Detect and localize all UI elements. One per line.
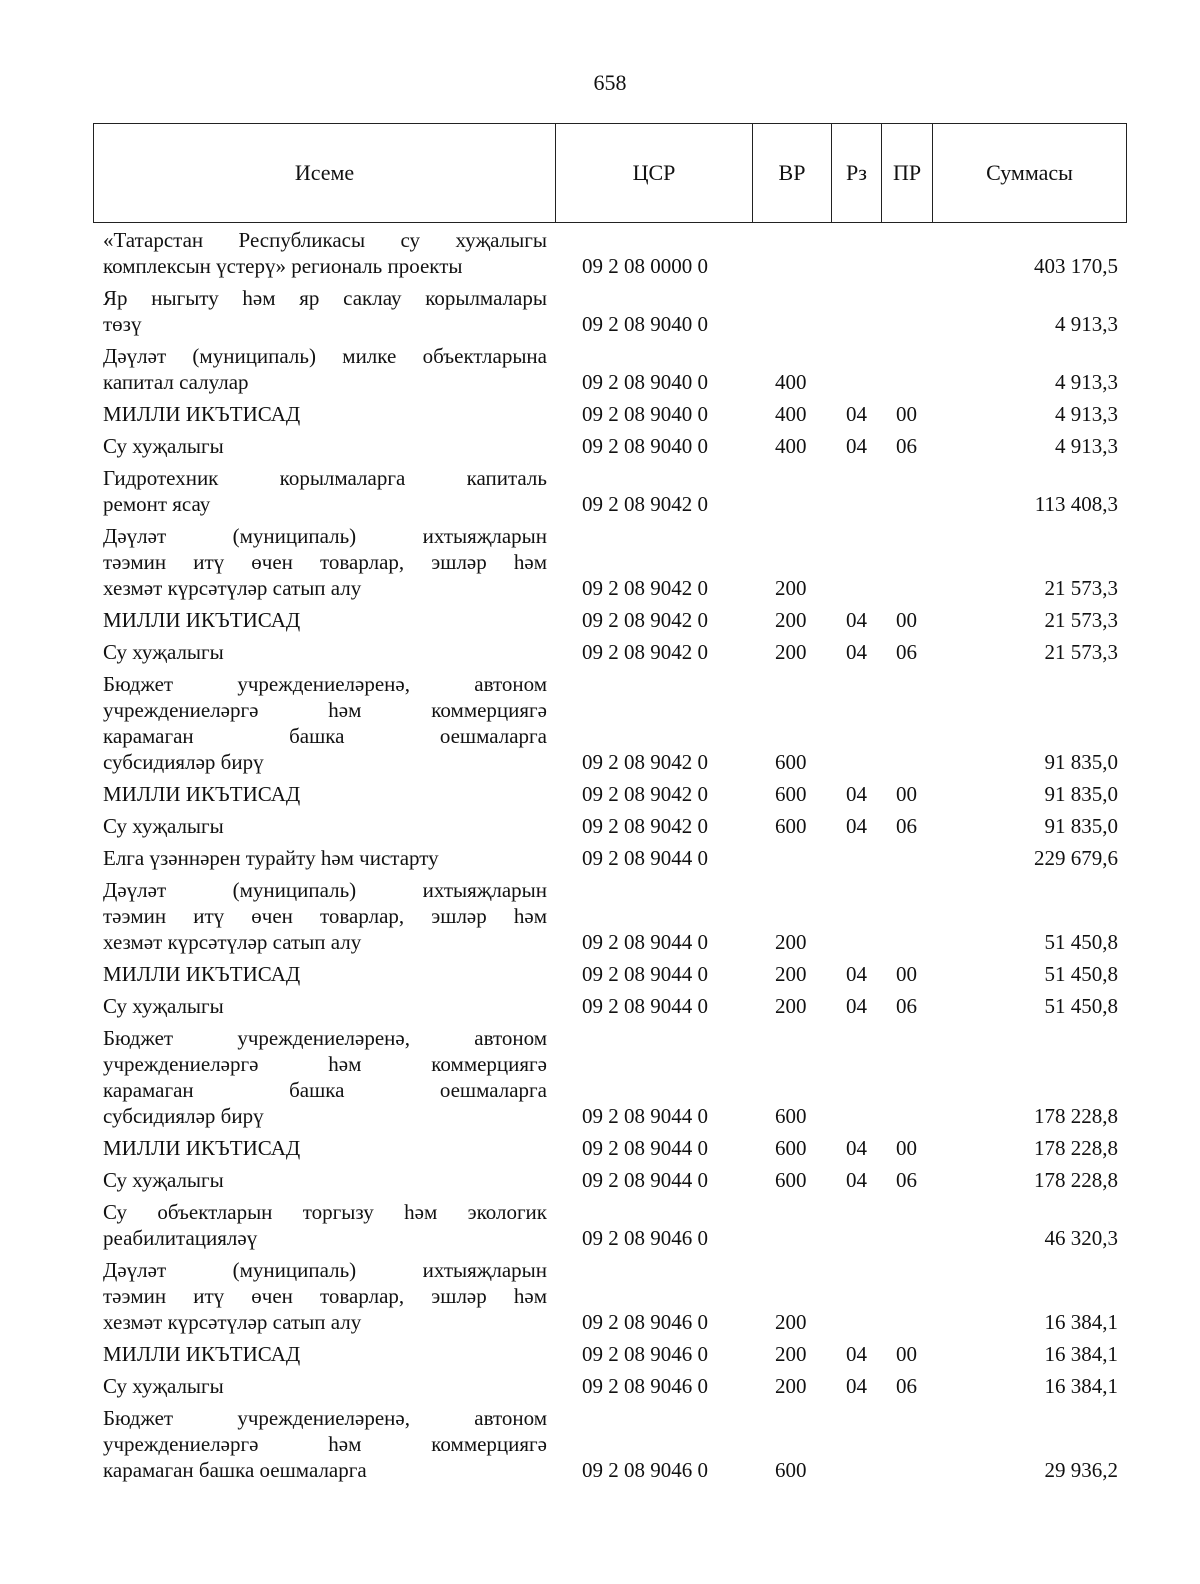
row-name (103, 465, 547, 517)
row-csr: 09 2 08 9042 0 (582, 814, 708, 838)
row-vr: 200 (775, 640, 807, 664)
row-name (103, 1373, 547, 1399)
column-header-csr: ЦСР (556, 124, 753, 222)
row-vr: 200 (775, 994, 807, 1018)
row-rz: 04 (846, 608, 867, 632)
row-pr: 00 (896, 1342, 917, 1366)
row-csr: 09 2 08 9040 0 (582, 312, 708, 336)
row-vr: 400 (775, 370, 807, 394)
table-row (0, 1373, 1200, 1399)
row-vr: 600 (775, 1136, 807, 1160)
row-name-line: хезмәт күрсәтүләр сатып алу (103, 930, 362, 954)
table-row (0, 1025, 1200, 1129)
row-name-line: Дәүләт (муниципаль) ихтыяҗларын (103, 878, 547, 902)
row-name-line: субсидияләр бирү (103, 1104, 264, 1128)
row-pr: 06 (896, 434, 917, 458)
row-name-line: карамаган башка оешмаларга (103, 724, 547, 748)
row-sum: 178 228,8 (1034, 1168, 1118, 1192)
row-vr: 400 (775, 434, 807, 458)
row-name (103, 523, 547, 601)
table-row (0, 813, 1200, 839)
row-sum: 4 913,3 (1055, 312, 1118, 336)
row-name (103, 1405, 547, 1483)
row-vr: 400 (775, 402, 807, 426)
table-row (0, 433, 1200, 459)
row-name-line: тәэмин итү өчен товарлар, эшләр һәм (103, 1284, 547, 1308)
row-csr: 09 2 08 0000 0 (582, 254, 708, 278)
row-csr: 09 2 08 9040 0 (582, 434, 708, 458)
row-name-line: МИЛЛИ ИКЪТИСАД (103, 402, 301, 426)
row-name (103, 845, 547, 871)
row-csr: 09 2 08 9042 0 (582, 608, 708, 632)
row-name-line: Дәүләт (муниципаль) милке объектларына (103, 344, 547, 368)
row-name-line: карамаган башка оешмаларга (103, 1078, 547, 1102)
row-name-line: «Татарстан Республикасы су хуҗалыгы (103, 228, 547, 252)
row-name-line: Су объектларын торгызу һәм экологик (103, 1200, 547, 1224)
table-row (0, 401, 1200, 427)
row-name-line: хезмәт күрсәтүләр сатып алу (103, 576, 362, 600)
row-sum: 51 450,8 (1044, 930, 1118, 954)
row-name-line: Су хуҗалыгы (103, 1374, 224, 1398)
row-csr: 09 2 08 9042 0 (582, 640, 708, 664)
row-name (103, 671, 547, 775)
row-rz: 04 (846, 1136, 867, 1160)
row-name (103, 401, 547, 427)
row-name-line: МИЛЛИ ИКЪТИСАД (103, 1136, 301, 1160)
row-rz: 04 (846, 782, 867, 806)
row-vr: 600 (775, 750, 807, 774)
row-sum: 51 450,8 (1044, 962, 1118, 986)
row-vr: 200 (775, 1342, 807, 1366)
row-rz: 04 (846, 434, 867, 458)
row-sum: 178 228,8 (1034, 1136, 1118, 1160)
row-name-line: учреждениеләргә һәм коммерциягә (103, 1052, 547, 1076)
row-vr: 600 (775, 1168, 807, 1192)
table-row (0, 1135, 1200, 1161)
row-csr: 09 2 08 9044 0 (582, 1136, 708, 1160)
row-csr: 09 2 08 9040 0 (582, 370, 708, 394)
row-name-line: Гидротехник корылмаларга капиталь (103, 466, 547, 490)
row-name-line: Бюджет учреждениеләренә, автоном (103, 1406, 547, 1430)
row-rz: 04 (846, 1342, 867, 1366)
table-row (0, 343, 1200, 395)
row-name-line: реабилитацияләү (103, 1226, 258, 1250)
row-csr: 09 2 08 9046 0 (582, 1310, 708, 1334)
row-csr: 09 2 08 9042 0 (582, 576, 708, 600)
row-sum: 16 384,1 (1044, 1342, 1118, 1366)
row-csr: 09 2 08 9042 0 (582, 492, 708, 516)
row-name (103, 227, 547, 279)
row-name (103, 961, 547, 987)
row-rz: 04 (846, 640, 867, 664)
row-name-line: Яр ныгыту һәм яр саклау корылмалары (103, 286, 547, 310)
table-row (0, 285, 1200, 337)
page-number: 658 (593, 70, 627, 95)
column-header-vr: ВР (753, 124, 832, 222)
table-row (0, 993, 1200, 1019)
table-row (0, 607, 1200, 633)
column-header-pr: ПР (882, 124, 933, 222)
row-name-line: МИЛЛИ ИКЪТИСАД (103, 1342, 301, 1366)
row-name (103, 877, 547, 955)
row-name-line: ремонт ясау (103, 492, 211, 516)
table-row (0, 961, 1200, 987)
row-pr: 06 (896, 814, 917, 838)
row-csr: 09 2 08 9046 0 (582, 1226, 708, 1250)
row-name-line: Су хуҗалыгы (103, 640, 224, 664)
table-row (0, 523, 1200, 601)
table-row (0, 227, 1200, 279)
row-vr: 600 (775, 1104, 807, 1128)
row-sum: 16 384,1 (1044, 1374, 1118, 1398)
row-name-line: Бюджет учреждениеләренә, автоном (103, 672, 547, 696)
table-row (0, 465, 1200, 517)
table-header (93, 123, 1127, 223)
row-pr: 06 (896, 1374, 917, 1398)
row-csr: 09 2 08 9042 0 (582, 782, 708, 806)
row-name-line: Елга үзәннәрен турайту һәм чистарту (103, 846, 439, 870)
table-row (0, 1167, 1200, 1193)
table-row (0, 781, 1200, 807)
row-sum: 21 573,3 (1044, 608, 1118, 632)
row-vr: 200 (775, 962, 807, 986)
row-csr: 09 2 08 9044 0 (582, 1104, 708, 1128)
row-rz: 04 (846, 402, 867, 426)
row-name (103, 285, 547, 337)
row-vr: 200 (775, 1374, 807, 1398)
row-sum: 21 573,3 (1044, 640, 1118, 664)
row-name-line: Су хуҗалыгы (103, 814, 224, 838)
row-name (103, 433, 547, 459)
row-csr: 09 2 08 9044 0 (582, 994, 708, 1018)
row-sum: 229 679,6 (1034, 846, 1118, 870)
row-name-line: тәэмин итү өчен товарлар, эшләр һәм (103, 904, 547, 928)
row-csr: 09 2 08 9046 0 (582, 1342, 708, 1366)
row-csr: 09 2 08 9046 0 (582, 1374, 708, 1398)
row-name (103, 343, 547, 395)
row-pr: 06 (896, 1168, 917, 1192)
row-csr: 09 2 08 9042 0 (582, 750, 708, 774)
row-name (103, 993, 547, 1019)
row-vr: 600 (775, 814, 807, 838)
row-name-line: МИЛЛИ ИКЪТИСАД (103, 962, 301, 986)
row-sum: 4 913,3 (1055, 370, 1118, 394)
row-name-line: тәэмин итү өчен товарлар, эшләр һәм (103, 550, 547, 574)
row-sum: 46 320,3 (1044, 1226, 1118, 1250)
column-header-sum: Суммасы (986, 160, 1073, 185)
row-vr: 600 (775, 782, 807, 806)
row-sum: 91 835,0 (1044, 814, 1118, 838)
row-sum: 178 228,8 (1034, 1104, 1118, 1128)
row-csr: 09 2 08 9040 0 (582, 402, 708, 426)
row-rz: 04 (846, 1374, 867, 1398)
row-name-line: МИЛЛИ ИКЪТИСАД (103, 782, 301, 806)
row-sum: 113 408,3 (1034, 492, 1118, 516)
row-name-line: Су хуҗалыгы (103, 434, 224, 458)
row-name (103, 1025, 547, 1129)
row-rz: 04 (846, 994, 867, 1018)
row-csr: 09 2 08 9044 0 (582, 930, 708, 954)
row-name-line: Дәүләт (муниципаль) ихтыяҗларын (103, 524, 547, 548)
row-pr: 00 (896, 782, 917, 806)
column-header-rz: Рз (832, 124, 882, 222)
row-name (103, 1199, 547, 1251)
row-csr: 09 2 08 9044 0 (582, 846, 708, 870)
row-rz: 04 (846, 1168, 867, 1192)
row-sum: 21 573,3 (1044, 576, 1118, 600)
row-name (103, 1167, 547, 1193)
row-name-line: төзү (103, 312, 142, 336)
row-sum: 91 835,0 (1044, 782, 1118, 806)
row-name-line: субсидияләр бирү (103, 750, 264, 774)
row-name-line: Су хуҗалыгы (103, 1168, 224, 1192)
row-name-line: Су хуҗалыгы (103, 994, 224, 1018)
row-sum: 29 936,2 (1044, 1458, 1118, 1482)
row-name (103, 607, 547, 633)
table-row (0, 1405, 1200, 1483)
table-row (0, 639, 1200, 665)
row-pr: 06 (896, 994, 917, 1018)
table-row (0, 877, 1200, 955)
row-sum: 91 835,0 (1044, 750, 1118, 774)
row-pr: 00 (896, 608, 917, 632)
row-name (103, 1341, 547, 1367)
row-name (103, 781, 547, 807)
table-row (0, 671, 1200, 775)
row-rz: 04 (846, 962, 867, 986)
table-row (0, 1341, 1200, 1367)
row-csr: 09 2 08 9044 0 (582, 1168, 708, 1192)
row-name-line: Бюджет учреждениеләренә, автоном (103, 1026, 547, 1050)
table-body (0, 227, 1200, 1489)
row-sum: 4 913,3 (1055, 402, 1118, 426)
row-vr: 200 (775, 576, 807, 600)
row-name-line: хезмәт күрсәтүләр сатып алу (103, 1310, 362, 1334)
row-rz: 04 (846, 814, 867, 838)
table-row (0, 1257, 1200, 1335)
row-sum: 51 450,8 (1044, 994, 1118, 1018)
row-vr: 200 (775, 608, 807, 632)
column-header-name: Исеме (94, 124, 556, 222)
row-name-line: капитал салулар (103, 370, 249, 394)
table-row (0, 845, 1200, 871)
row-vr: 600 (775, 1458, 807, 1482)
row-pr: 00 (896, 1136, 917, 1160)
row-sum: 16 384,1 (1044, 1310, 1118, 1334)
row-pr: 00 (896, 402, 917, 426)
row-sum: 4 913,3 (1055, 434, 1118, 458)
row-vr: 200 (775, 1310, 807, 1334)
row-sum: 403 170,5 (1034, 254, 1118, 278)
row-csr: 09 2 08 9046 0 (582, 1458, 708, 1482)
row-name-line: МИЛЛИ ИКЪТИСАД (103, 608, 301, 632)
table-row (0, 1199, 1200, 1251)
row-pr: 06 (896, 640, 917, 664)
row-name-line: комплексын үстерү» региональ проекты (103, 254, 463, 278)
row-name (103, 1257, 547, 1335)
row-name (103, 639, 547, 665)
row-csr: 09 2 08 9044 0 (582, 962, 708, 986)
row-name-line: Дәүләт (муниципаль) ихтыяҗларын (103, 1258, 547, 1282)
row-name (103, 1135, 547, 1161)
row-vr: 200 (775, 930, 807, 954)
row-pr: 00 (896, 962, 917, 986)
row-name-line: учреждениеләргә һәм коммерциягә (103, 1432, 547, 1456)
row-name-line: учреждениеләргә һәм коммерциягә (103, 698, 547, 722)
row-name-line: карамаган башка оешмаларга (103, 1458, 367, 1482)
row-name (103, 813, 547, 839)
